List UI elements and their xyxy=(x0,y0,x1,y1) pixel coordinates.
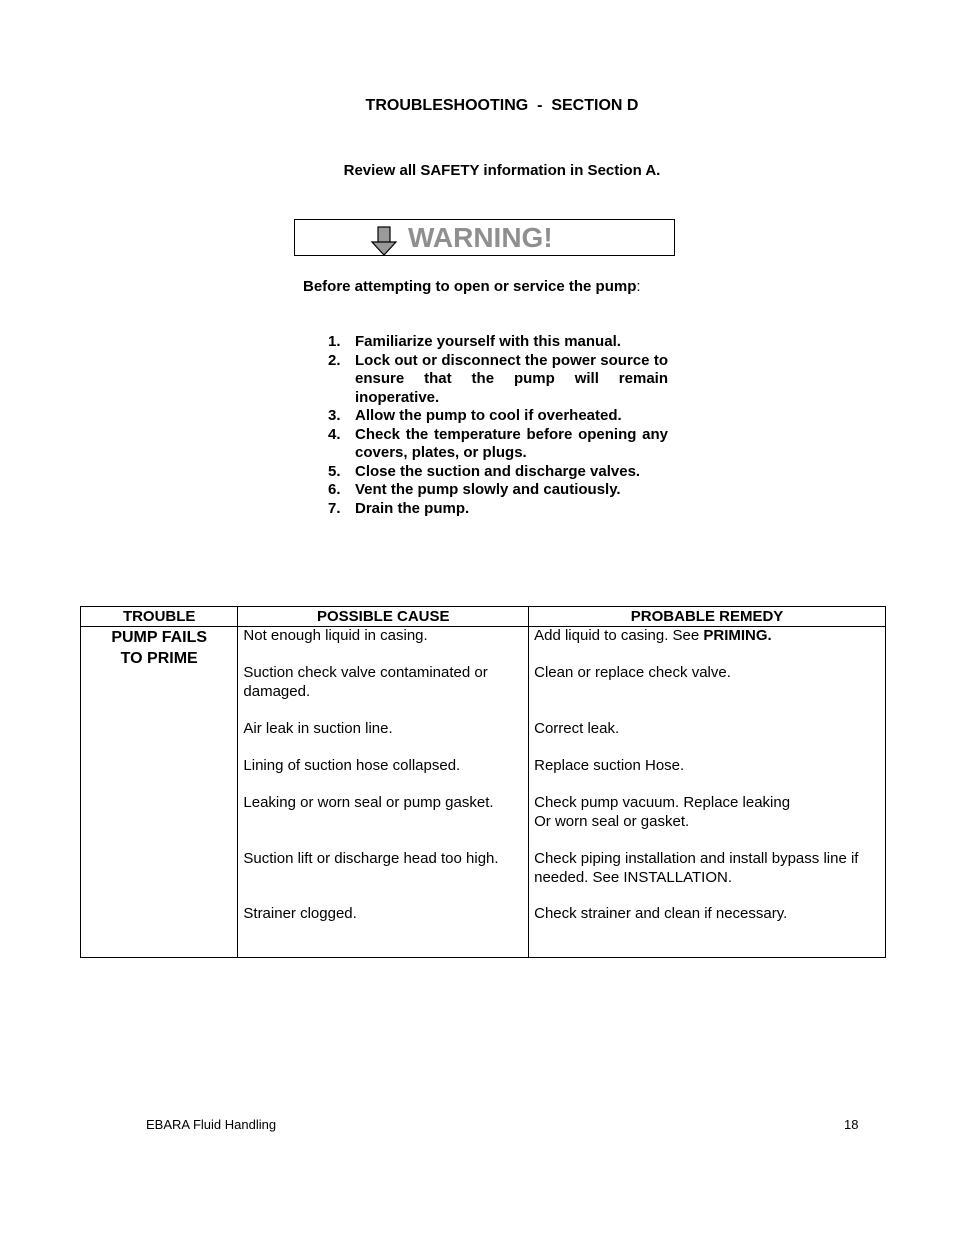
step-number: 7. xyxy=(328,499,341,517)
footer-company: EBARA Fluid Handling xyxy=(146,1117,277,1132)
remedy-entry: Clean or replace check valve. xyxy=(534,664,731,681)
trouble-cell xyxy=(81,627,238,958)
safety-review-note: Review all SAFETY information in Section A. xyxy=(343,162,661,179)
step-text: Familiarize yourself with this manual. xyxy=(355,333,621,350)
table-row xyxy=(81,627,886,958)
cause-cell xyxy=(238,627,529,958)
service-intro xyxy=(303,277,668,296)
remedy-text: Add liquid to casing. See xyxy=(534,627,704,644)
step-number: 5. xyxy=(328,462,341,480)
remedy-entry: Replace suction Hose. xyxy=(534,757,685,774)
warning-box xyxy=(294,219,675,256)
intro-bold-text: Before attempting to open or service the pump xyxy=(303,278,637,295)
trouble-line: PUMP FAILS xyxy=(111,629,208,646)
step-text: Check the temperature before opening any covers, plates, or plugs. xyxy=(355,425,668,461)
safety-steps-list xyxy=(328,333,668,518)
step-number: 2. xyxy=(328,351,341,369)
step-number: 6. xyxy=(328,481,341,498)
remedy-entry xyxy=(534,794,885,850)
list-item xyxy=(328,500,668,519)
step-number: 4. xyxy=(328,425,341,443)
step-text: Vent the pump slowly and cautiously. xyxy=(355,481,621,498)
step-number: 1. xyxy=(328,333,341,350)
trouble-line: TO PRIME xyxy=(120,650,198,667)
troubleshooting-table xyxy=(80,606,886,958)
cause-entry: Strainer clogged. xyxy=(243,905,357,922)
warning-label: WARNING! xyxy=(408,222,553,253)
step-number: 3. xyxy=(328,407,341,424)
down-arrow-icon xyxy=(370,226,398,256)
remedy-entry xyxy=(534,627,885,664)
remedy-line: Check pump vacuum. Replace leaking xyxy=(534,794,791,811)
list-item xyxy=(328,481,668,500)
section-title: TROUBLESHOOTING - SECTION D xyxy=(365,97,639,114)
remedy-cell xyxy=(529,627,886,958)
step-text: Lock out or disconnect the power source to ensure that the pump will remain inoperative. xyxy=(355,351,668,406)
list-item xyxy=(328,463,668,482)
page-number: 18 xyxy=(844,1117,859,1132)
step-text: Close the suction and discharge valves. xyxy=(355,462,641,480)
remedy-line: Or worn seal or gasket. xyxy=(534,812,690,830)
cause-entry: Lining of suction hose collapsed. xyxy=(243,757,461,774)
cause-entry: Not enough liquid in casing. xyxy=(243,627,428,644)
list-item xyxy=(328,333,668,352)
cause-entry: Leaking or worn seal or pump gasket. xyxy=(243,794,494,811)
cause-entry: Air leak in suction line. xyxy=(243,720,393,737)
list-item xyxy=(328,352,668,408)
step-text: Allow the pump to cool if overheated. xyxy=(355,407,622,424)
remedy-entry: Check strainer and clean if necessary. xyxy=(534,905,788,922)
intro-tail: : xyxy=(636,278,641,295)
list-item xyxy=(328,407,668,426)
remedy-entry: Check piping installation and install bypass line if needed. See INSTALLATION. xyxy=(534,850,859,886)
remedy-entry: Correct leak. xyxy=(534,720,620,737)
cause-entry: Suction check valve contaminated or damaged. xyxy=(243,664,488,700)
step-text: Drain the pump. xyxy=(355,499,470,517)
list-item xyxy=(328,426,668,463)
table-header-row xyxy=(81,607,886,627)
header-trouble: TROUBLE xyxy=(81,607,238,627)
cause-entry: Suction lift or discharge head too high. xyxy=(243,850,499,867)
header-possible-cause: POSSIBLE CAUSE xyxy=(238,607,529,627)
remedy-bold-ref: PRIMING. xyxy=(703,627,772,644)
header-probable-remedy: PROBABLE REMEDY xyxy=(529,607,886,627)
